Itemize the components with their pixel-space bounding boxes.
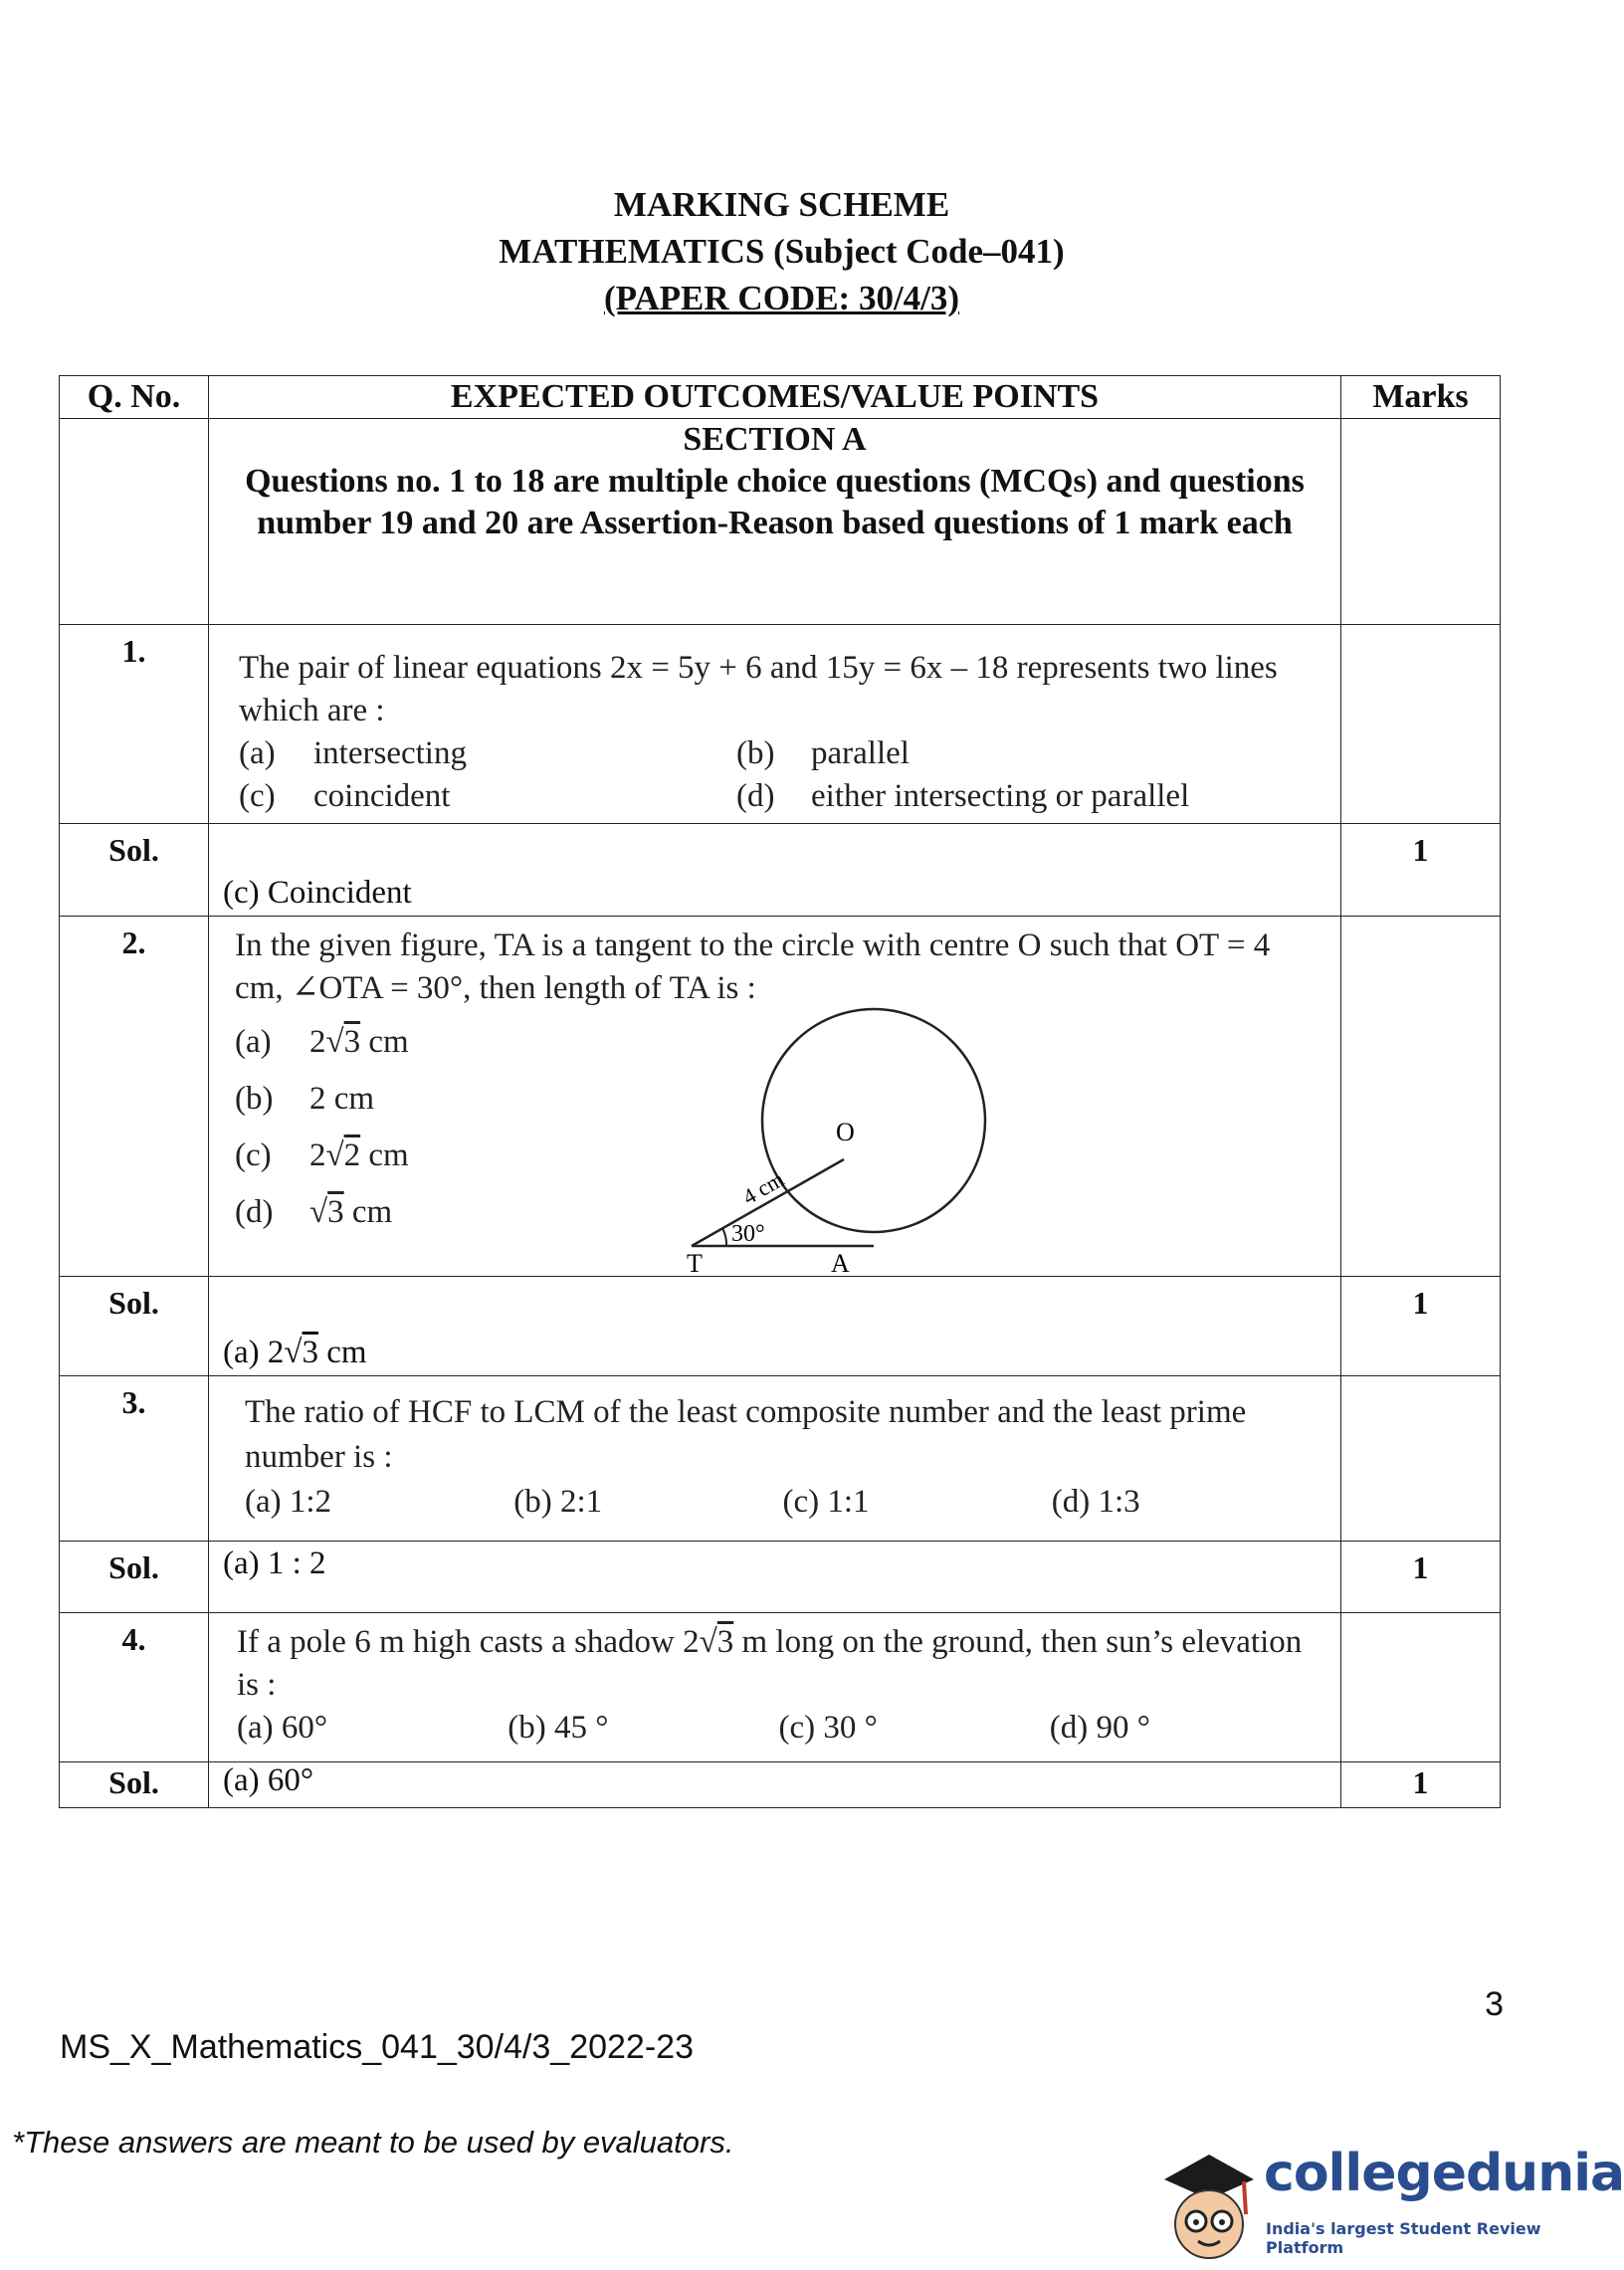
section-a-row (60, 419, 1501, 625)
page-number: 3 (1485, 1985, 1504, 2023)
question-number: 1. (60, 625, 209, 824)
question-row-2 (60, 917, 1501, 1277)
label-length: 4 cm (738, 1165, 789, 1210)
label-angle: 30° (731, 1221, 765, 1247)
logo-tagline: India's largest Student Review Platform (1266, 2219, 1541, 2257)
option-b: (b) 45 ° (508, 1710, 609, 1746)
solution-row-4 (60, 1762, 1501, 1808)
collegedunia-logo (1154, 2140, 1624, 2264)
evaluator-note: *These answers are meant to be used by evaluators. (12, 2125, 734, 2160)
marking-table (59, 375, 1501, 1808)
question-text: The pair of linear equations 2x = 5y + 6 and 15y = 6x – 18 represents two lines which are : (a) intersecting (b) parallel (c) coincident (d) either intersecting or parallel (209, 625, 1341, 824)
logo-brand: collegedunia (1264, 2144, 1624, 2203)
marks-value: 1 (1341, 1277, 1501, 1376)
option-a: intersecting (313, 735, 467, 771)
question-number: 3. (60, 1376, 209, 1542)
label-a: A (831, 1249, 850, 1278)
option-d: either intersecting or parallel (811, 778, 1190, 814)
option-c: (c) 30 ° (778, 1710, 878, 1746)
section-title: SECTION A (683, 421, 867, 458)
col-qno: Q. No. (60, 376, 209, 419)
solution-row-2 (60, 1277, 1501, 1376)
sol-label: Sol. (60, 1542, 209, 1613)
question-row-3 (60, 1376, 1501, 1542)
option-d: (d) 90 ° (1049, 1710, 1150, 1746)
col-marks: Marks (1341, 376, 1501, 419)
option-b: (b) 2:1 (513, 1484, 603, 1520)
option-b: (b) 2 cm (235, 1081, 375, 1117)
title-paper-code: (PAPER CODE: 30/4/3) (603, 279, 960, 317)
option-c: (c) 2√2 cm (235, 1137, 409, 1173)
option-d: (d) √3 cm (235, 1194, 393, 1230)
option-b: parallel (811, 735, 910, 771)
title-subject: MATHEMATICS (Subject Code–041) (499, 232, 1065, 271)
option-c: (c) 1:1 (782, 1484, 870, 1520)
marks-value: 1 (1341, 1542, 1501, 1613)
question-text: In the given figure, TA is a tangent to the circle with centre O such that OT = 4 cm, ∠OTA = 30°, then length of TA is : (a) 2√3 cm (b) 2 cm (c) 2√2 cm (d) √3 cm O T A 4 cm 30° (209, 917, 1341, 1277)
circle (762, 1009, 985, 1232)
question-text: The ratio of HCF to LCM of the least composite number and the least prime number is : (a) 1:2 (b) 2:1 (c) 1:1 (d) 1:3 (209, 1376, 1341, 1542)
option-d: (d) 1:3 (1051, 1484, 1140, 1520)
solution-row-3 (60, 1542, 1501, 1613)
option-a: (a) 2√3 cm (235, 1024, 409, 1060)
title-marking-scheme: MARKING SCHEME (613, 185, 950, 224)
solution-text: (a) 1 : 2 (209, 1542, 1341, 1613)
angle-arc (722, 1228, 726, 1246)
marks-value: 1 (1341, 1762, 1501, 1808)
mascot-icon (1154, 2140, 1264, 2264)
option-a: (a) 1:2 (245, 1484, 332, 1520)
footer-code: MS_X_Mathematics_041_30/4/3_2022-23 (60, 2028, 694, 2066)
question-text: If a pole 6 m high casts a shadow 2√3 m long on the ground, then sun’s elevation is : (a) 60° (b) 45 ° (c) 30 ° (d) 90 ° (209, 1613, 1341, 1762)
question-row-1 (60, 625, 1501, 824)
question-number: 2. (60, 917, 209, 1277)
tangent-circle-figure (687, 1011, 985, 1278)
option-a: (a) 60° (237, 1710, 328, 1746)
table-header-row (60, 376, 1501, 419)
sol-label: Sol. (60, 1762, 209, 1808)
solution-text: (a) 2√3 cm (209, 1277, 1341, 1376)
option-c: coincident (313, 778, 451, 814)
col-expected: EXPECTED OUTCOMES/VALUE POINTS (209, 376, 1341, 419)
solution-row-1 (60, 824, 1501, 917)
solution-text: (c) Coincident (209, 824, 1341, 917)
solution-text: (a) 60° (209, 1762, 1341, 1808)
question-row-4 (60, 1613, 1501, 1762)
label-o: O (836, 1118, 855, 1146)
marks-value: 1 (1341, 824, 1501, 917)
label-t: T (687, 1249, 703, 1278)
question-number: 4. (60, 1613, 209, 1762)
sol-label: Sol. (60, 1277, 209, 1376)
section-description: Questions no. 1 to 18 are multiple choice questions (MCQs) and questions number 19 and 20 are Assertion-Reason based questions of 1 mark each (245, 463, 1305, 541)
sol-label: Sol. (60, 824, 209, 917)
